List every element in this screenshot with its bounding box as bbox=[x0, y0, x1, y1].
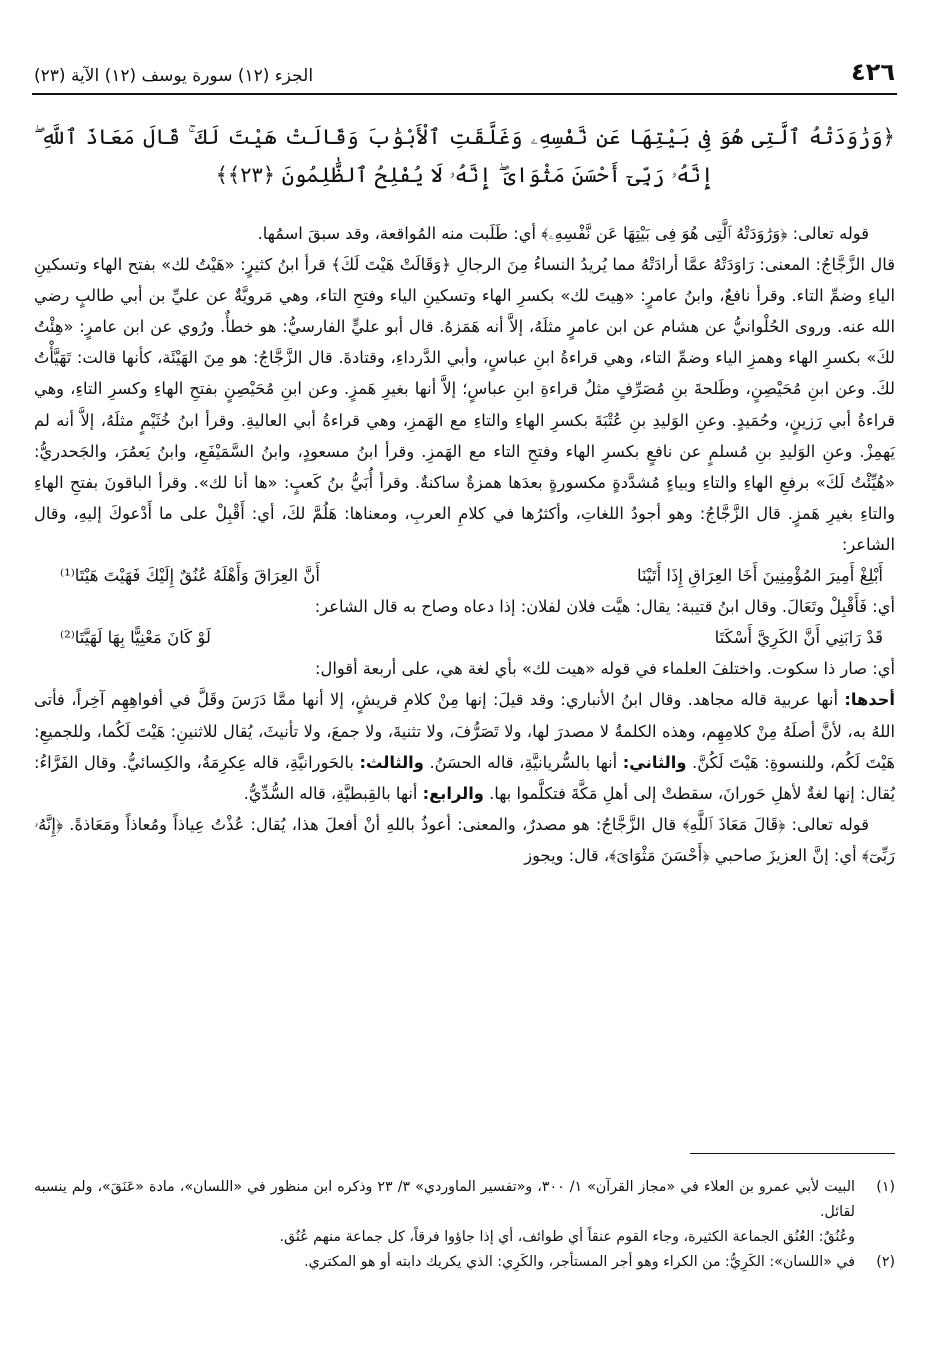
footnote-text: البيت لأبي عمرو بن العلاء في «مجاز القرآن» ١/ ٣٠٠، و«تفسير الماوردي» ٣/ ٢٣ وذكره ابن منظور في «اللسان»، مادة «عَنَقَ»، ولم ينسبه لقائل. bbox=[34, 1179, 855, 1220]
paragraph: أي: صار ذا سكوت. واختلفَ العلماء في قوله «هيت لك» بأي لغة هي، على أربعة أقوال: bbox=[315, 659, 895, 679]
footnote-number: (٢) bbox=[876, 1254, 895, 1270]
opinion-text: أنها بالسُّريانيَّةِ، قاله الحسَنُ. bbox=[429, 752, 618, 772]
footnote-rule bbox=[690, 1153, 895, 1154]
poem-verse bbox=[34, 560, 895, 591]
opinion-label: والثالث: bbox=[359, 752, 424, 772]
paragraph: قوله تعالى: ﴿قَالَ مَعَاذَ ٱللَّهِ﴾ قال الزَّجَّاجُ: هو مصدرٌ، والمعنى: أعوذُ باللهِ أنْ أفعلَ هذا، يُقال: عُذْتُ عِياذاً ومُعاذاً ومَعَاذةً. ﴿إِنَّهُۥ رَبِّىٓ﴾ أي: إنَّ العزيزَ صاحبي ﴿أَحْسَنَ مَثْوَاىَ﴾، قال: ويجوز bbox=[34, 814, 895, 865]
running-head: الجزء (١٢) سورة يوسف (١٢) الآية (٢٣) bbox=[34, 66, 314, 86]
footnote bbox=[34, 1175, 895, 1225]
page-number: ٤٢٦ bbox=[851, 58, 895, 86]
poem-hemistich: أَنَّ العِرَاقَ وَأَهْلَهُ عُنُقٌ إِلَيْكَ فَهَيْتَ هَيْتَا⁽¹⁾ bbox=[60, 566, 320, 586]
footnotes bbox=[34, 1175, 895, 1275]
poem-hemistich: أَبْلِغْ أَمِيرَ المُؤْمِنِينَ أَخَا العِرَاقِ إِذَا أَتَيْنَا bbox=[637, 566, 883, 586]
footnote-text: في «اللسان»: الكَرِيُّ: من الكراء وهو أجر المستأجر، والكَرِي: الذي يكريك دابته أو هو المكتري. bbox=[304, 1254, 855, 1270]
paragraph: قال الزَّجَّاجُ: المعنى: رَاوَدَتْهُ عمَّا أرادَتْهُ مما يُريدُ النساءُ مِنَ الرجالِ ﴿وَقَالَتْ هَيْتَ لَكَ﴾ قرأ ابنُ كثيرٍ: «هَيْتُ لك» بفتح الهاء وتسكينِ الياءِ وضمِّ التاء. وقرأ نافعٌ، وابنُ عامرٍ: «هِيتَ لك» بكسرِ الهاء وتسكينِ الياء وفتحِ التاء، وهي مَرويَّةٌ عن عليِّ بن أبي طالبٍ رضي الله عنه. وروى الحُلْوانيُّ عن هشام عن ابن عامرٍ مثلَهُ، إلاَّ أنه هَمَزهُ. قال أبو عليٍّ الفارسيُّ: هو خطأٌ. ورُوي عن ابن عامرٍ: «هِئْتُ لكَ» بكسرِ الهاء وهمزِ الياء وضمِّ التاء، وهي قراءةُ ابنِ عباسٍ، وأبي الدَّرداءِ، وقتادةَ. قال الزَّجَّاجُ: هو مِنَ الهَيْئَة، كأنها قالت: تَهَيَّأْتُ لكَ. وعن ابنِ مُحَيْصِنٍ، وطَلحةَ بنِ مُصَرِّفٍ مثلُ قراءةِ ابنِ عباسٍ؛ إلاَّ أنها بغيرِ هَمزٍ. وعن ابنِ مُحَيْصِنٍ بفتحِ الهاءِ وكسرِ التاءِ، وهي قراءةُ أبي رَزينٍ، وحُمَيدٍ. وعنِ الوَليدِ بنِ عُتْبَةَ بكسرِ الهاءِ والتاءِ مع الهَمزِ، وهي قراءةُ أبي العاليةِ. وقرأ ابنُ خُثَيْمٍ مثلَهُ، إلاَّ أنه لم يَهمِزْ. وعنِ الوَليدِ بنِ مُسلمٍ عن نافعٍ بكسرِ الهاء وفتحِ التاء مع الهَمزِ. وقرأ ابنُ مسعودٍ، وابنُ السَّمَيْفَعِ، وابنُ يَعمُرَ، والجَحدريُّ: «هُيِّئْتُ لَكَ» برفعِ الهاءِ والتاءِ وبياءٍ مُشدَّدةٍ مكسورةٍ بعدَها همزةٌ ساكنةٌ. وقرأ أُبَيُّ بنُ كَعبٍ: «ها أنا لك». وقرأ الباقونَ بفتحِ الهاءِ والتاءِ بغيرِ هَمزٍ. قال الزَّجَّاجُ: وهو أجودُ اللغاتِ، وأكثرُها في كلامِ العربِ، ومعناها: هَلُمَّ لكَ، أي: أَقْبِلْ على ما أَدْعوكَ إليهِ، وقال الشاعر: bbox=[34, 255, 895, 554]
paragraph: قوله تعالى: ﴿وَرَٰوَدَتْهُ ٱلَّتِى هُوَ فِى بَيْتِهَا عَن نَّفْسِهِۦ﴾ أي: طَلَبت منه المُواقعة، وقد سبقَ اسمُها. bbox=[257, 224, 869, 243]
body-text bbox=[34, 218, 895, 871]
poem-hemistich: لَوْ كَانَ مَعْنِيًّا بِهَا لَهَيَّتَا⁽²⁾ bbox=[60, 628, 211, 648]
opinion-label: والرابع: bbox=[422, 783, 484, 803]
page-header bbox=[34, 58, 895, 86]
poem-verse bbox=[34, 622, 895, 653]
opinion-text: بالحَورانيَّةِ، قاله عِكرِمَةُ، والكِسائيُّ. وقال الفَرَّاءُ: يُقال: إنها لغةٌ لأهلِ حَورانَ، سقطتْ إلى أهلِ مَكَّةَ فتكلَّموا بها. bbox=[34, 752, 895, 803]
opinion-text: أنها بالقِبطيَّةِ، قاله السُّدِّيُّ. bbox=[243, 783, 418, 803]
opinion-text: أنها عربية قاله مجاهد. وقال ابنُ الأنباري: وقد قيلَ: إنها مِنْ كلامِ قريشٍ، إلا أنها ممَّا دَرَسَ وقَلَّ في أفواهِهِم آخِراً، فأتى اللهُ به، لأنَّ أصلَهُ مِنْ كلامِهِم، وهذه الكلمةُ لا مصدرَ لها، ولا تَصَرُّفَ، ولا تثنيةَ، ولا جمعَ، ولا تأنيثَ، يُقال للاثنينِ: هَيْتَ لَكُما، وللجميعِ: هَيْتَ لَكُم، وللنسوةِ: هَيْتَ لَكُنَّ. bbox=[34, 690, 895, 772]
footnote-number: (١) bbox=[876, 1179, 895, 1195]
opinion-label: والثاني: bbox=[622, 752, 687, 772]
footnote-continuation: وعُنُقٌ: العُنُق الجماعة الكثيرة، وجاء القوم عنقاً أي طوائف، أي إذا جاؤوا فرقاً، كل جماعة منهم عُنُق. bbox=[279, 1229, 855, 1245]
opinion-label: أحدها: bbox=[844, 690, 895, 710]
quran-verse: ﴿وَرَٰوَدَتْهُ ٱلَّتِى هُوَ فِى بَيْتِهَا عَن نَّفْسِهِۦ وَغَلَّقَتِ ٱلْأَبْوَٰبَ وَقَالَتْ هَيْتَ لَكَ ۚ قَالَ مَعَاذَ ٱللَّهِ ۖ إِنَّهُۥ رَبِّىٓ أَحْسَنَ مَثْوَاىَ ۖ إِنَّهُۥ لَا يُفْلِحُ ٱلظَّٰلِمُونَ ﴿٢٣﴾﴾ bbox=[34, 125, 895, 187]
footnote bbox=[34, 1250, 895, 1275]
header-rule bbox=[32, 93, 897, 95]
paragraph: أي: فَأَقْبِلْ وتَعَالَ. وقال ابنُ قتيبة: يقال: هيَّت فلان لفلان: إذا دعاه وصاح به قال الشاعر: bbox=[314, 597, 895, 617]
paragraph bbox=[34, 684, 895, 808]
poem-hemistich: قَدْ رَابَنِي أَنَّ الكَرِيَّ أَسْكَتَا bbox=[714, 628, 883, 648]
